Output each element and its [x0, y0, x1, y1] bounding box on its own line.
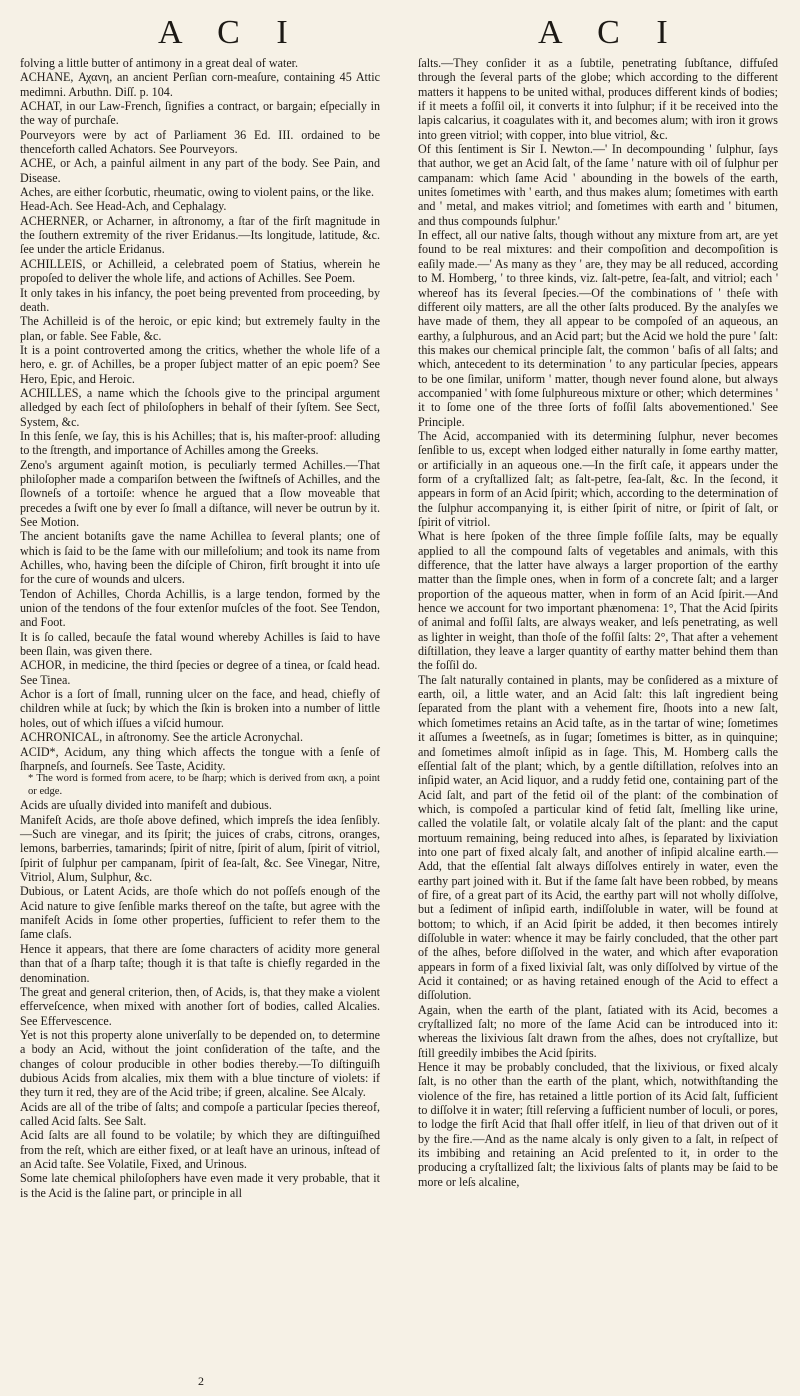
- entry-paragraph: ACHILLES, a name which the ſchools give to the principal argument alledged by each ſect of philoſophers in behalf of their ſyſtem. See Sect, System, &c.: [20, 385, 380, 429]
- entry-paragraph: Some late chemical philoſophers have even made it very probable, that it is the Acid is the ſaline part, or principle in all: [20, 1171, 380, 1200]
- entry-paragraph: Acids are uſually divided into manifeſt and dubious.: [20, 798, 272, 813]
- entry-paragraph: It is ſo called, becauſe the fatal wound whereby Achilles is ſaid to have been ſlain, was given there.: [20, 629, 380, 659]
- right-column: [418, 56, 778, 1382]
- entry-paragraph: folving a little butter of antimony in a great deal of water.: [20, 56, 299, 70]
- left-column: [20, 56, 380, 1382]
- entry-paragraph: ACHOR, in medicine, the third ſpecies or degree of a tinea, or ſcald head. See Tinea.: [20, 658, 380, 687]
- entry-paragraph: Dubious, or Latent Acids, are thoſe which do not poſſeſs enough of the Acid nature to give ſenſible marks thereof on the taſte, but agree with the manifeſt Acids in ſome other properties, ſufficient to refer them to the ſame claſs.: [20, 884, 380, 942]
- entry-paragraph: Achor is a ſort of ſmall, running ulcer on the face, and head, chiefly of children while at ſuck; by which the ſkin is broken into a number of little holes, out of which iſſues a viſcid humour.: [20, 687, 380, 730]
- entry-paragraph: The ancient botaniſts gave the name Achillea to ſeveral plants; one of which is ſaid to be the ſame with our milleſolium; and took its name from Achilles, who, having been the diſciple of Chiron, firſt brought it into uſe for the cure of wounds and ulcers.: [20, 529, 380, 587]
- entry-paragraph: Head-Ach. See Head-Ach, and Cephalagy.: [20, 199, 227, 214]
- entry-paragraph: Again, when the earth of the plant, ſatiated with its Acid, becomes a cryſtallized ſalt; no more of the ſame Acid can be introduced into it: whereas the lixivious ſalt drawn from the aſhes, does not cryſtallize, but ſtill greedily imbibes the Acid ſpirits.: [418, 1002, 778, 1060]
- entry-paragraph: What is here ſpoken of the three ſimple foſſile ſalts, may be equally applied to all the compound ſalts of vegetables and animals, with this difference, that the latter have always a larger proportion of the earthy matter than the ſimple ones, when in form of a concrete ſalt; and a larger proportion of the aqueous matter, when in form of an Acid ſpirit.—And hence we account for two important phænomena: 1°, That the Acid ſpirits of animal and foſſil ſalts, are always weaker, and leſs penetrating, as well as lighter in weight, than thoſe of the foſſil ſalts: 2°, That after a vehement diſtillation, they leave a larger quantity of earthy matter behind them than the foſſil do.: [418, 529, 778, 673]
- entry-paragraph: ACHANE, Αχανη, an ancient Perſian corn-meaſure, containing 45 Attic medimni. Arbuthn. Diſſ. p. 104.: [20, 70, 380, 99]
- entry-paragraph: ACHAT, in our Law-French, ſignifies a contract, or bargain; eſpecially in the way of purchaſe.: [20, 99, 380, 128]
- entry-paragraph: Of this ſentiment is Sir I. Newton.—' In decompounding ' ſulphur, ſays that author, we get an Acid ſalt, of the ſame ' nature with oil of ſulphur per campanam: which ſame Acid ' abounding in the bowels of the earth, unites ſometimes with ' earth, and thus makes alum; ſometimes with earth and ' metal, and makes vitriol; and ſometimes with earth and ' bitumen, and thus compounds ſulphur.': [418, 142, 778, 228]
- running-head-left: A C I: [158, 14, 302, 51]
- entry-paragraph: Tendon of Achilles, Chorda Achillis, is a large tendon, formed by the union of the tendons of the four extenſor muſcles of the foot. See Tendon, and Foot.: [20, 586, 380, 630]
- entry-paragraph: ACHILLEIS, or Achilleid, a celebrated poem of Statius, wherein he propoſed to deliver the whole life, and actions of Achilles. See Poem.: [20, 256, 380, 286]
- entry-paragraph: In this ſenſe, we ſay, this is his Achilles; that is, his maſter-proof: alluding to the ſtrength, and importance of Achilles among the Greeks.: [20, 428, 380, 458]
- entry-paragraph: The ſalt naturally contained in plants, may be conſidered as a mixture of earth, oil, a little water, and an Acid ſalt: this laſt ingredient being ſeparated from the plant with a vehement fire, ſhoots into a new ſalt, which ſometimes retains an Acid taſte, as in the tartar of wine; ſometimes it aſſumes a ſweetneſs, as in ſugar; ſometimes is bitter, as in quinquine; and ſometimes almoſt inſipid as in ſage. This, M. Homberg calls the eſſential ſalt of the plant; which, by a gentle diſtillation, reſolves into an inſipid water, an Acid liquor, and a ruddy fetid one, containing part of the Acid ſalt, and part of the fetid oil of the plant: of the combination of which, is compoſed a particular kind of fetid ſalt, ſmelling like urine, called the volatile ſalt, or volatile alcaly ſalt of the plant: and the caput mortuum remaining, being reduced into aſhes, is ſeparated by lixiviation into one part of fixed alcaly ſalt, and another of inſipid alcaline earth.—Add, that the eſſential ſalt always diſſolves entirely in water, even the earthy part joined with it. But if the ſame ſalt have been robbed, by means of fire, of a great part of its Acid, the earthy part will not wholly diſſolve, but a ſediment of inſipid earth, indiſſoluble in water, will be found at bottom; to which, if an Acid ſpirit be added, it then becomes intirely diſſoluble in water: whence it may be fairly concluded, that the other part of the aſhes, before diſſolved in the water, and which after evaporation appears in form of a fixed lixivial ſalt, was only diſſolved by virtue of the Acid it contained; or as having retained enough of the Acid to effect a diſſolution.: [418, 672, 778, 1003]
- entry-paragraph: Yet is not this property alone univerſally to be depended on, to determine a body an Acid, without the joint conſideration of the taſte, and the changes of colour producible in other bodies thereby.—To diſtinguiſh dubious Acids from alcalies, mix them with a blue tincture of violets: if they turn it red, they are of the Acid tribe; if green, alcaline. See Alcaly.: [20, 1027, 380, 1100]
- entry-paragraph: Manifeſt Acids, are thoſe above defined, which impreſs the idea ſenſibly.—Such are vinegar, and its ſpirit; the juices of crabs, citrons, oranges, lemons, barberries, tamarinds; ſpirit of nitre, ſpirit of alum, ſpirit of vitriol, ſpirit of ſulphur per campanam, ſpirit of ſea-ſalt, &c. See Vinegar, Nitre, Vitriol, Alum, Sulphur, &c.: [20, 812, 380, 885]
- page-number: 2: [198, 1374, 204, 1388]
- entry-paragraph: It only takes in his infancy, the poet being prevented from proceeding, by death.: [20, 285, 380, 314]
- entry-paragraph: Pourveyors were by act of Parliament 36 Ed. III. ordained to be thenceforth called Achators. See Pourveyors.: [20, 127, 380, 157]
- entry-paragraph: Zeno's argument againſt motion, is peculiarly termed Achilles.—That philoſopher made a compariſon between the ſwiftneſs of Achilles, and the ſlowneſs of a tortoiſe: whence he argued that a ſlow moveable that precedes a ſwift one by ever ſo ſmall a diſtance, will never be outrun by it. See Motion.: [20, 457, 380, 529]
- entry-paragraph: The great and general criterion, then, of Acids, is, that they make a violent efferveſcence, when mixed with another ſort of bodies, called Alcalies. See Effervescence.: [20, 984, 380, 1028]
- entry-paragraph: Hence it may be probably concluded, that the lixivious, or fixed alcaly ſalt, is no other than the earth of the plant, which, notwithſtanding the violence of the fire, has retained a little portion of its Acid ſalt, ſufficient to diſſolve it in water; ſtill reſerving a ſufficient number of loculi, or pores, to lodge the firſt Acid that ſhall offer itſelf, in lieu of that driven out of it by the fire.—And as the name alcaly is only given to a ſalt, in reſpect of its imbibing and retaining an Acid preſented to it, in order to the producing a cryſtallized ſalt; the lixivious ſalts of plants may be ſaid to be more or leſs alcaline,: [418, 1060, 778, 1189]
- entry-paragraph: In effect, all our native ſalts, though without any mixture from art, are yet found to be real mixtures: and their compoſition and decompoſition is eaſily made.—' As many as they ' are, they may be all reduced, according to M. Homberg, ' to three kinds, viz. ſalt-petre, ſea-ſalt, and vitriol; each ' whereof has its ſeveral ſpecies.—Of the combinations of ' theſe with different oily matters, are all the other ſalts produced. By the analyſes we have made of them, they all appear to be compoſed of an aqueous, an earthy, a ſulphurous, and an Acid part; but the Acid we hold the pure ' ſalt: this makes our chemical principle ſalt, the common ' baſis of all ſalts; and which, antecedent to its determination ' to any particular ſpecies, appears to be one ſimilar, uniform ' matter, though never found alone, but always accompanied ' with ſome ſulphureous mixture or other; which determines ' it to ſome one of the three ſorts of foſſil ſalts abovementioned.' See Principle.: [418, 228, 778, 429]
- footnote: * The word is formed from acere, to be ſharp; which is derived from ακη, a point or edge.: [28, 773, 380, 797]
- entry-paragraph: Hence it appears, that there are ſome characters of acidity more general than that of a ſharp taſte; though it is that taſte is chiefly regarded in the denomination.: [20, 941, 380, 985]
- entry-paragraph: The Acid, accompanied with its determining ſulphur, never becomes ſenſible to us, except when lodged either naturally in ſome earthy matter, or artificially in an aqueous one.—In the firſt caſe, it appears under the form of a cryſtallized ſalt; as ſalt-petre, ſea-ſalt, &c. In the ſecond, it appears in form of an Acid ſpirit; which, according to the determination of the ſulphur accompanying it, is either ſpirit of nitre, or ſpirit of ſalt, or ſpirit of vitriol.: [418, 428, 778, 529]
- entry-paragraph: It is a point controverted among the critics, whether the whole life of a hero, e. gr. of Achilles, be a proper ſubject matter of an epic poem? See Hero, Epic, and Heroic.: [20, 342, 380, 386]
- entry-paragraph: The Achilleid is of the heroic, or epic kind; but extremely faulty in the plan, or fable. See Fable, &c.: [20, 314, 380, 343]
- entry-paragraph: ACHE, or Ach, a painful ailment in any part of the body. See Pain, and Disease.: [20, 156, 380, 185]
- entry-paragraph: ACHERNER, or Acharner, in aſtronomy, a ſtar of the firſt magnitude in the ſouthern extremity of the river Eridanus.—Its longitude, latitude, &c. ſee under the article Eridanus.: [20, 213, 380, 257]
- entry-paragraph: Aches, are either ſcorbutic, rheumatic, owing to violent pains, or the like.: [20, 185, 374, 200]
- entry-paragraph: Acids are all of the tribe of ſalts; and compoſe a particular ſpecies thereof, called Acid ſalts. See Salt.: [20, 1099, 380, 1128]
- entry-paragraph: ſalts.—They conſider it as a ſubtile, penetrating ſubſtance, diffuſed through the ſeveral parts of the globe; which according to the different matters it happens to be united withal, produces different kinds of bodies; if it meets a foſſil oil, it converts it into ſulphur; if it be received into the lapis calcarius, it coagulates with it, and becomes alum; with iron it grows into green vitriol; with copper, into blue vitriol, &c.: [418, 56, 778, 142]
- entry-paragraph: ACID*, Acidum, any thing which affects the tongue with a ſenſe of ſharpneſs, and ſourneſs. See Taste, Acidity.: [20, 744, 380, 773]
- entry-paragraph: ACHRONICAL, in aſtronomy. See the article Acronychal.: [20, 730, 304, 745]
- running-head-right: A C I: [538, 14, 682, 51]
- entry-paragraph: Acid ſalts are all found to be volatile; by which they are diſtinguiſhed from the reſt, which are either fixed, or at leaſt have an urinous, inſtead of an Acid taſte. See Volatile, Fixed, and Urinous.: [20, 1128, 380, 1171]
